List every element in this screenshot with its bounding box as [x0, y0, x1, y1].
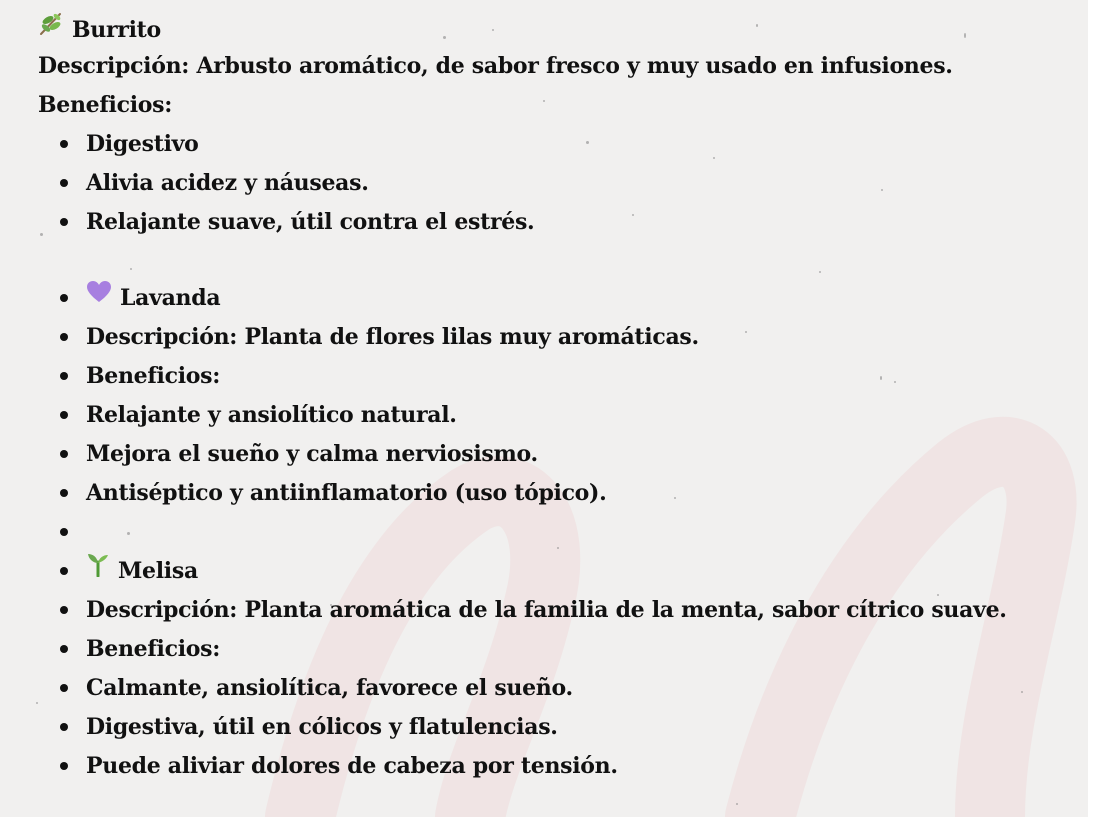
burrito-benefits-label: Beneficios: — [38, 92, 173, 118]
lavanda-benefit: Relajante y ansiolítico natural. — [38, 396, 1078, 435]
empty-bullet — [38, 513, 1078, 552]
burrito-title — [38, 13, 1078, 47]
section-spacer — [38, 242, 1078, 279]
melisa-benefit: Digestiva, útil en cólicos y flatulencias. — [38, 708, 1078, 747]
melisa-benefit: Calmante, ansiolítica, favorece el sueño. — [38, 669, 1078, 708]
purple-heart-icon — [86, 278, 112, 317]
herb-icon — [38, 11, 64, 47]
lavanda-title-text: Lavanda — [120, 285, 221, 311]
herb-list — [38, 13, 1078, 786]
burrito-title-text: Burrito — [72, 17, 161, 43]
melisa-benefit: Puede aliviar dolores de cabeza por tensión. — [38, 747, 1078, 786]
burrito-benefit: Relajante suave, útil contra el estrés. — [38, 203, 1078, 242]
burrito-description: Descripción: Arbusto aromático, de sabor fresco y muy usado en infusiones. — [38, 53, 953, 79]
lavanda-benefit: Mejora el sueño y calma nerviosismo. — [38, 435, 1078, 474]
burrito-benefit: Digestivo — [38, 125, 1078, 164]
lavanda-benefit: Antiséptico y antiinflamatorio (uso tópico). — [38, 474, 1078, 513]
burrito-benefit: Alivia acidez y náuseas. — [38, 164, 1078, 203]
melisa-benefits-label: Beneficios: — [38, 630, 1078, 669]
lavanda-title — [38, 279, 1078, 318]
melisa-title — [38, 552, 1078, 591]
melisa-description: Descripción: Planta aromática de la familia de la menta, sabor cítrico suave. — [38, 591, 1078, 630]
lavanda-benefits-label: Beneficios: — [38, 357, 1078, 396]
melisa-title-text: Melisa — [118, 558, 198, 584]
speck — [736, 803, 738, 805]
lavanda-description: Descripción: Planta de flores lilas muy aromáticas. — [38, 318, 1078, 357]
seedling-icon — [86, 551, 110, 590]
